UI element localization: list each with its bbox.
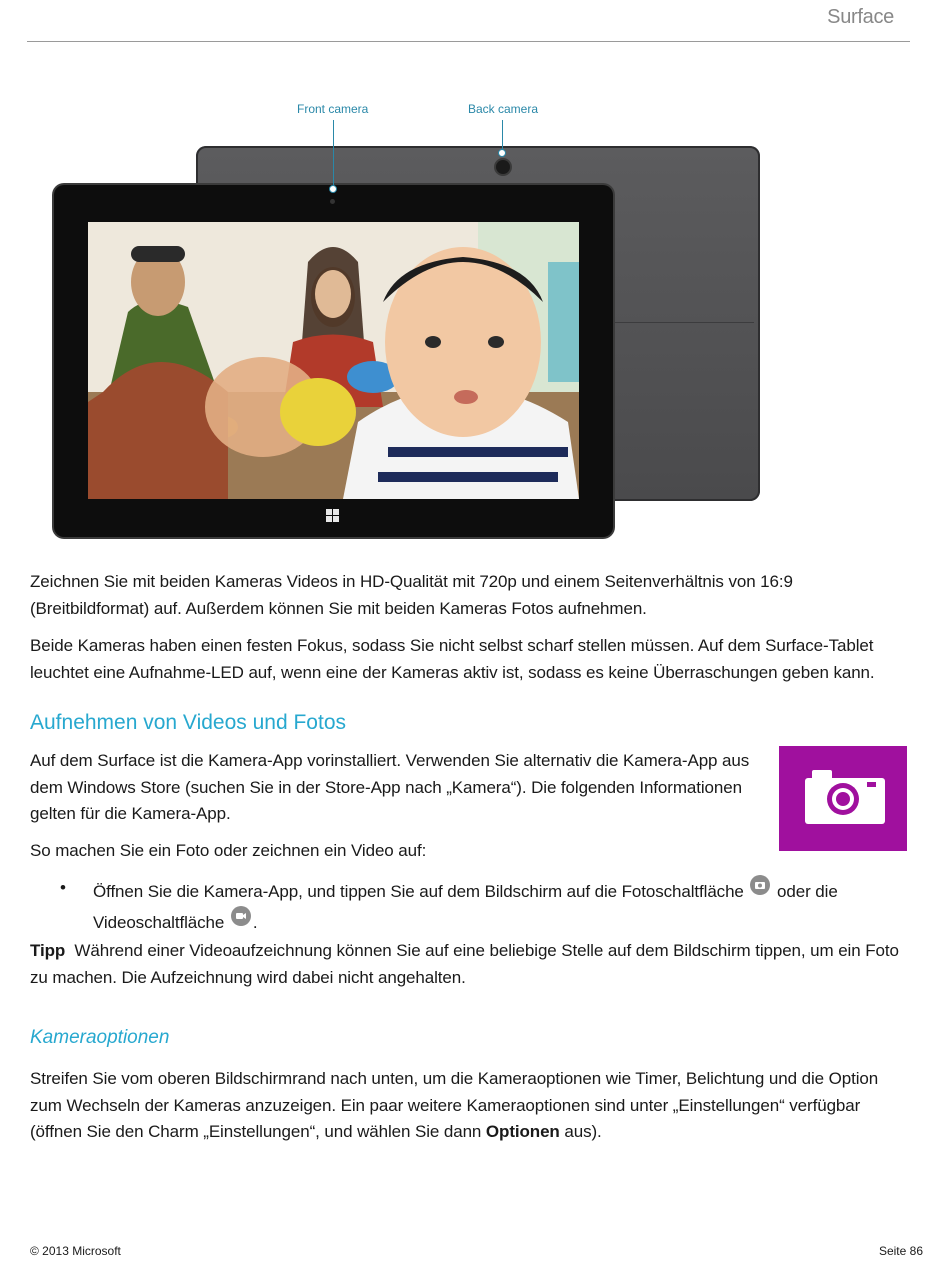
footer-copyright: © 2013 Microsoft [30,1244,121,1258]
options-text-1: Streifen Sie vom oberen Bildschirmrand nach unten, um die Kameraoptionen wie Timer, Belichtung und die Option zum Wechseln der Kameras anzuzeigen. Ein paar weitere Kameraoptionen sind unter „Einstellungen“ verfügbar (öffnen Sie den Charm „Einstellungen“, und wählen Sie dann [30,1069,879,1141]
tip-text: Während einer Videoaufzeichnung können Sie auf eine beliebige Stelle auf dem Bildschirm tippen, um ein Foto zu machen. Die Aufzeichnung wird dabei nicht angehalten. [30,941,899,987]
section-paragraph-2: So machen Sie ein Foto oder zeichnen ein Video auf: [30,841,427,860]
section-paragraph-1: Auf dem Surface ist die Kamera-App vorinstalliert. Verwenden Sie alternativ die Kamera-App aus dem Windows Store (suchen Sie in der Store-App nach „Kamera“). Die folgenden Informationen gelten für die Kamera-App. [30,751,750,823]
section-heading: Aufnehmen von Videos und Fotos [30,711,346,734]
bullet-text-end: . [252,912,258,932]
front-camera-label: Front camera [297,102,369,116]
photo-button-icon [750,875,770,895]
tablet-figure [0,0,950,560]
family-photo [88,222,579,499]
back-camera-lens [496,160,510,174]
camera-icon [779,746,907,851]
back-camera-label: Back camera [468,102,539,116]
brand-logo: Surface [827,6,894,28]
subheading-camera-options: Kameraoptionen [30,1027,170,1048]
camera-app-tile [779,746,907,851]
back-camera-callout-dot [498,149,506,157]
footer-page-number: Seite 86 [878,1244,923,1258]
intro-paragraph-2: Beide Kameras haben einen festen Fokus, sodass Sie nicht selbst scharf stellen müssen. Auf dem Surface-Tablet leuchtet eine Aufnahme-LED auf, wenn eine der Kameras aktiv ist, sodass es keine Überraschungen geben kann. [30,636,875,682]
front-camera-lens [330,199,335,204]
options-text-2: aus). [564,1122,602,1141]
bullet-text-2: oder die Videoschaltfläche [93,882,838,932]
tablet-front-view [54,185,613,537]
bullet-marker: • [60,878,66,897]
back-camera-callout-line [502,120,503,150]
bullet-text-1: Öffnen Sie die Kamera-App, und tippen Sie auf dem Bildschirm auf die Fotoschaltfläche [93,882,744,901]
bullet-item [93,875,893,936]
video-button-icon [231,906,251,926]
tablet-screen-photo [88,222,579,499]
tip-label: Tipp [30,941,66,960]
options-paragraph [30,1066,910,1146]
intro-paragraph-1: Zeichnen Sie mit beiden Kameras Videos in HD-Qualität mit 720p und einem Seitenverhältnis von 16:9 (Breitbildformat) auf. Außerdem können Sie mit beiden Kameras Fotos aufnehmen. [30,572,793,618]
options-bold: Optionen [485,1122,560,1141]
tip-paragraph [30,938,910,991]
front-camera-callout-line [333,120,334,186]
windows-logo-icon [326,509,340,523]
front-camera-callout-dot [329,185,337,193]
